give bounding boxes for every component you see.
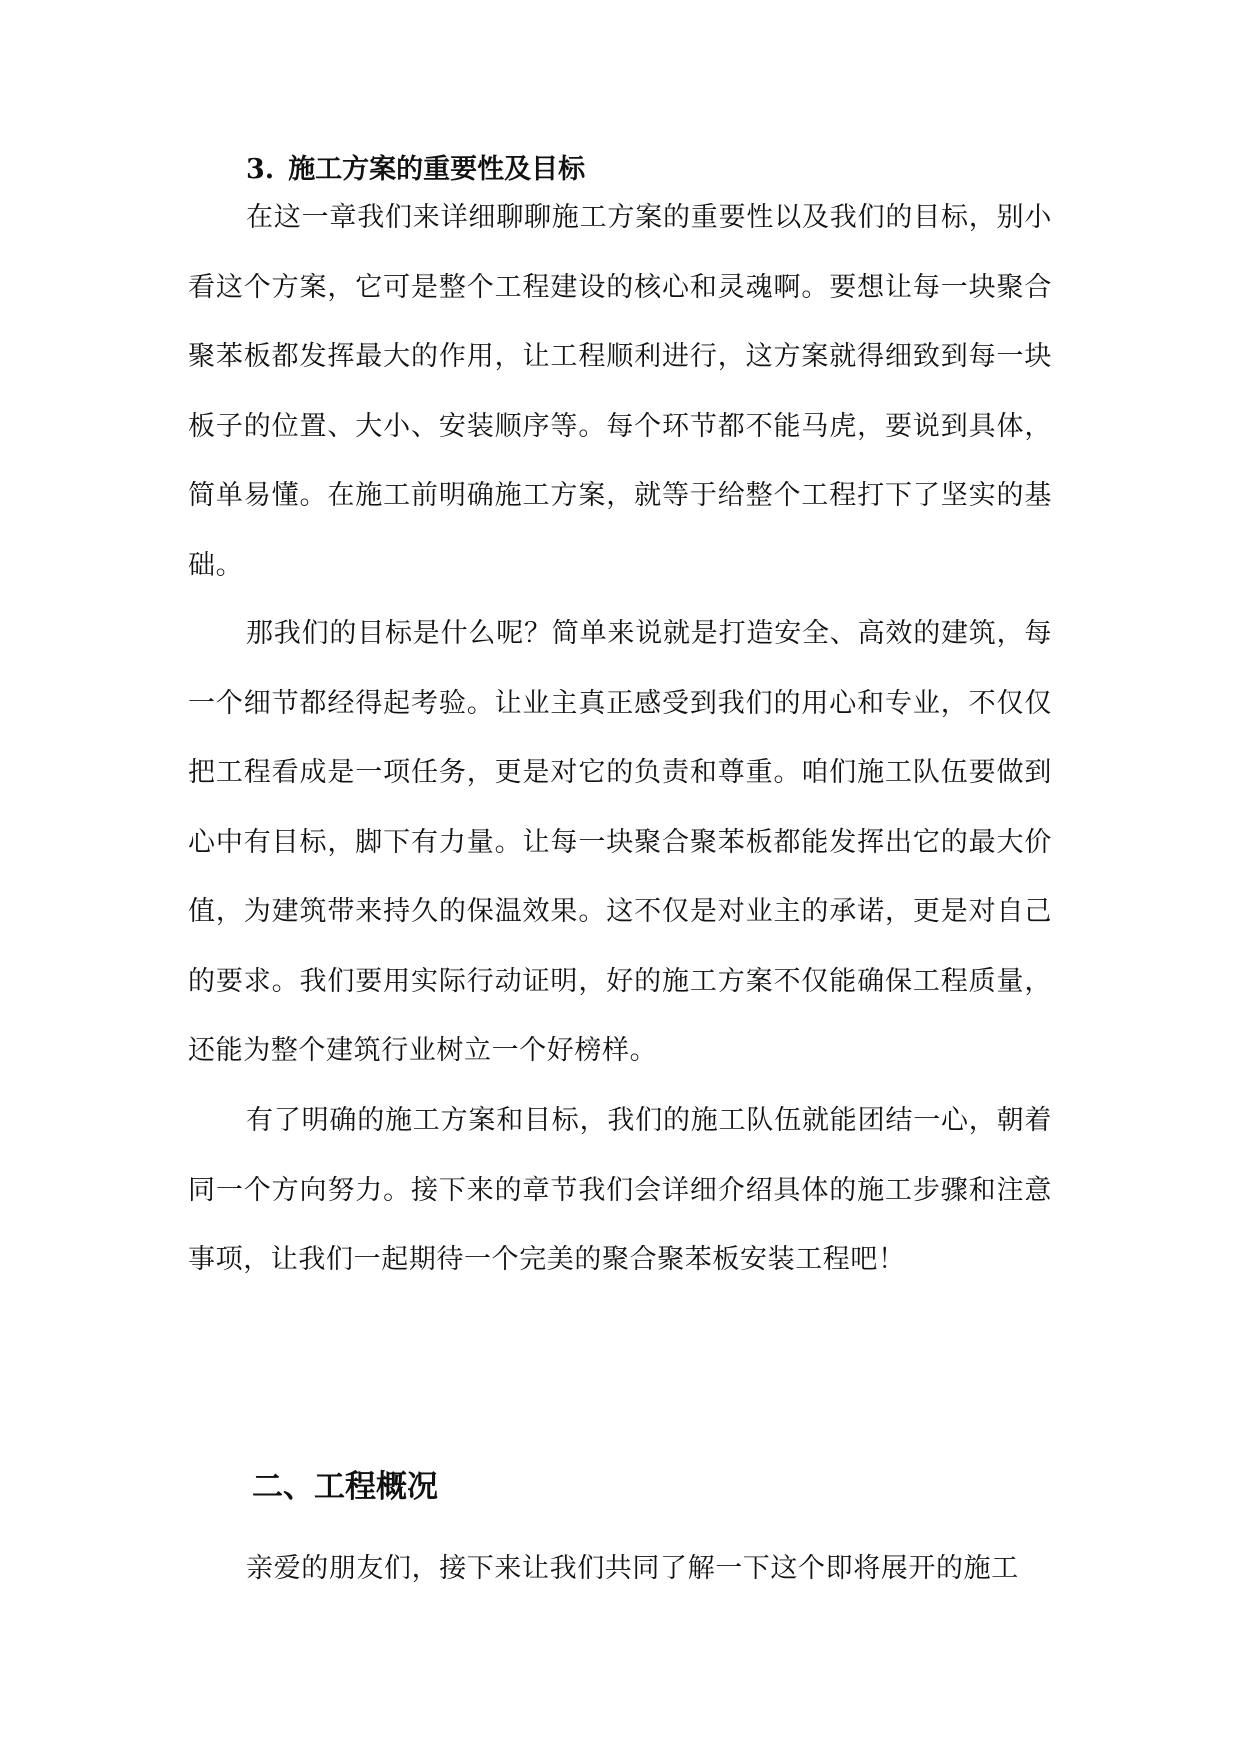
subsection-number: 3. xyxy=(246,154,275,185)
paragraph-goals: 那我们的目标是什么呢？简单来说就是打造安全、高效的建筑，每一个细节都经得起考验。让业主真正感受到我们的用心和专业，不仅仅把工程看成是一项任务，更是对它的负责和尊重。咱们施工队伍要做到心中有目标，脚下有力量。让每一块聚合聚苯板都能发挥出它的最大价值，为建筑带来持久的保温效果。这不仅是对业主的承诺，更是对自己的要求。我们要用实际行动证明，好的施工方案不仅能确保工程质量，还能为整个建筑行业树立一个好榜样。 xyxy=(188,618,1052,1066)
paragraph-overview-start: 亲爱的朋友们，接下来让我们共同了解一下这个即将展开的施工 xyxy=(246,1553,1019,1584)
section-heading: 二、工程概况 xyxy=(252,1469,438,1505)
paragraph-conclusion: 有了明确的施工方案和目标，我们的施工队伍就能团结一心，朝着同一个方向努力。接下来的章节我们会详细介绍具体的施工步骤和注意事项，让我们一起期待一个完美的聚合聚苯板安装工程吧！ xyxy=(188,1105,1052,1275)
paragraph-importance: 在这一章我们来详细聊聊施工方案的重要性以及我们的目标，别小看这个方案，它可是整个工程建设的核心和灵魂啊。要想让每一块聚合聚苯板都发挥最大的作用，让工程顺利进行，这方案就得细致到每一块板子的位置、大小、安装顺序等。每个环节都不能马虎，要说到具体，简单易懂。在施工前明确施工方案，就等于给整个工程打下了坚实的基础。 xyxy=(188,202,1052,581)
subsection-title: 施工方案的重要性及目标 xyxy=(288,154,586,185)
